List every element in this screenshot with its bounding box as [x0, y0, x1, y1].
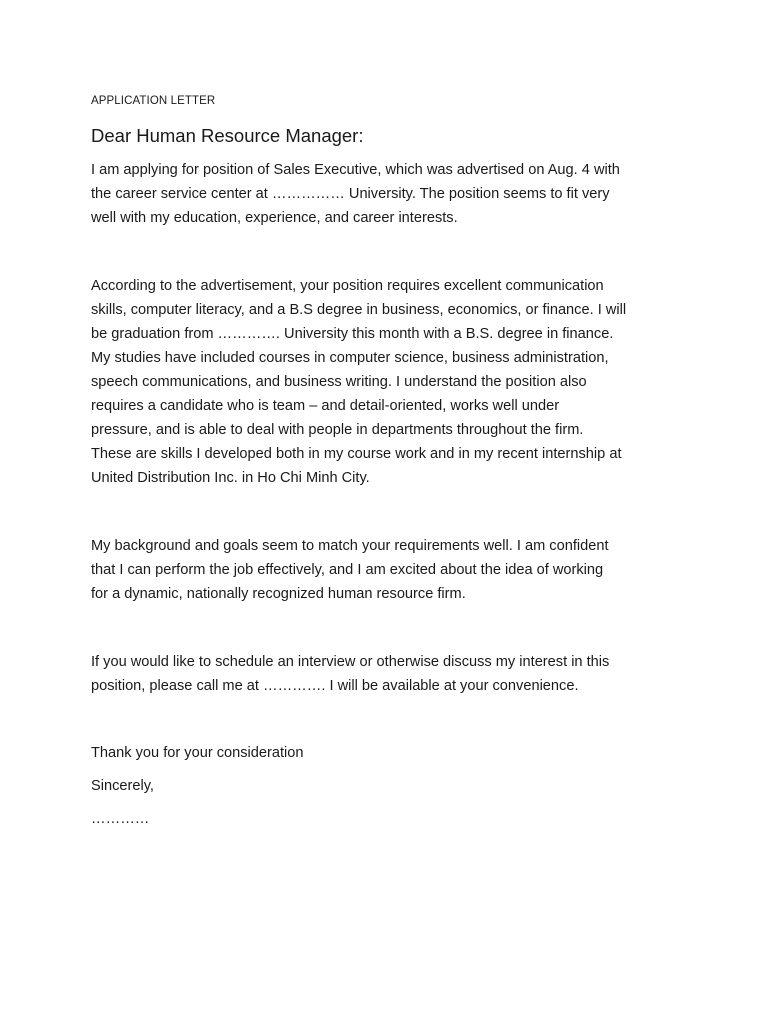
closing-line: Thank you for your consideration [91, 745, 304, 761]
signature-placeholder: ………… [91, 811, 150, 827]
text-line: pressure, and is able to deal with people in departments throughout the firm. [91, 422, 584, 438]
text-line: requires a candidate who is team – and detail-oriented, works well under [91, 398, 560, 414]
letter-heading: APPLICATION LETTER [91, 95, 216, 107]
salutation: Dear Human Resource Manager: [91, 125, 364, 146]
text-line: the career service center at …………… University. The position seems to fit very [91, 186, 610, 202]
text-line: be graduation from …………. University this month with a B.S. degree in finance. [91, 326, 614, 342]
text-line: well with my education, experience, and career interests. [91, 210, 458, 226]
text-line: position, please call me at …………. I will be available at your convenience. [91, 678, 579, 694]
text-line: that I can perform the job effectively, and I am excited about the idea of working [91, 562, 604, 578]
text-line: My studies have included courses in computer science, business administration, [91, 350, 609, 366]
text-line: These are skills I developed both in my course work and in my recent internship at [91, 446, 622, 462]
text-line: skills, computer literacy, and a B.S degree in business, economics, or finance. I will [91, 302, 627, 318]
text-line: If you would like to schedule an interview or otherwise discuss my interest in this [91, 654, 610, 670]
paragraph-interview [91, 650, 691, 698]
text-line: My background and goals seem to match your requirements well. I am confident [91, 538, 609, 554]
text-line: I am applying for position of Sales Executive, which was advertised on Aug. 4 with [91, 162, 620, 178]
text-line: for a dynamic, nationally recognized human resource firm. [91, 586, 466, 602]
text-line: According to the advertisement, your position requires excellent communication [91, 278, 604, 294]
paragraph-qualifications [91, 274, 691, 490]
letter-body [91, 92, 691, 831]
text-line: United Distribution Inc. in Ho Chi Minh City. [91, 470, 370, 486]
paragraph-application [91, 158, 691, 230]
signoff: Sincerely, [91, 778, 154, 794]
text-line: speech communications, and business writing. I understand the position also [91, 374, 587, 390]
paragraph-fit [91, 534, 691, 606]
